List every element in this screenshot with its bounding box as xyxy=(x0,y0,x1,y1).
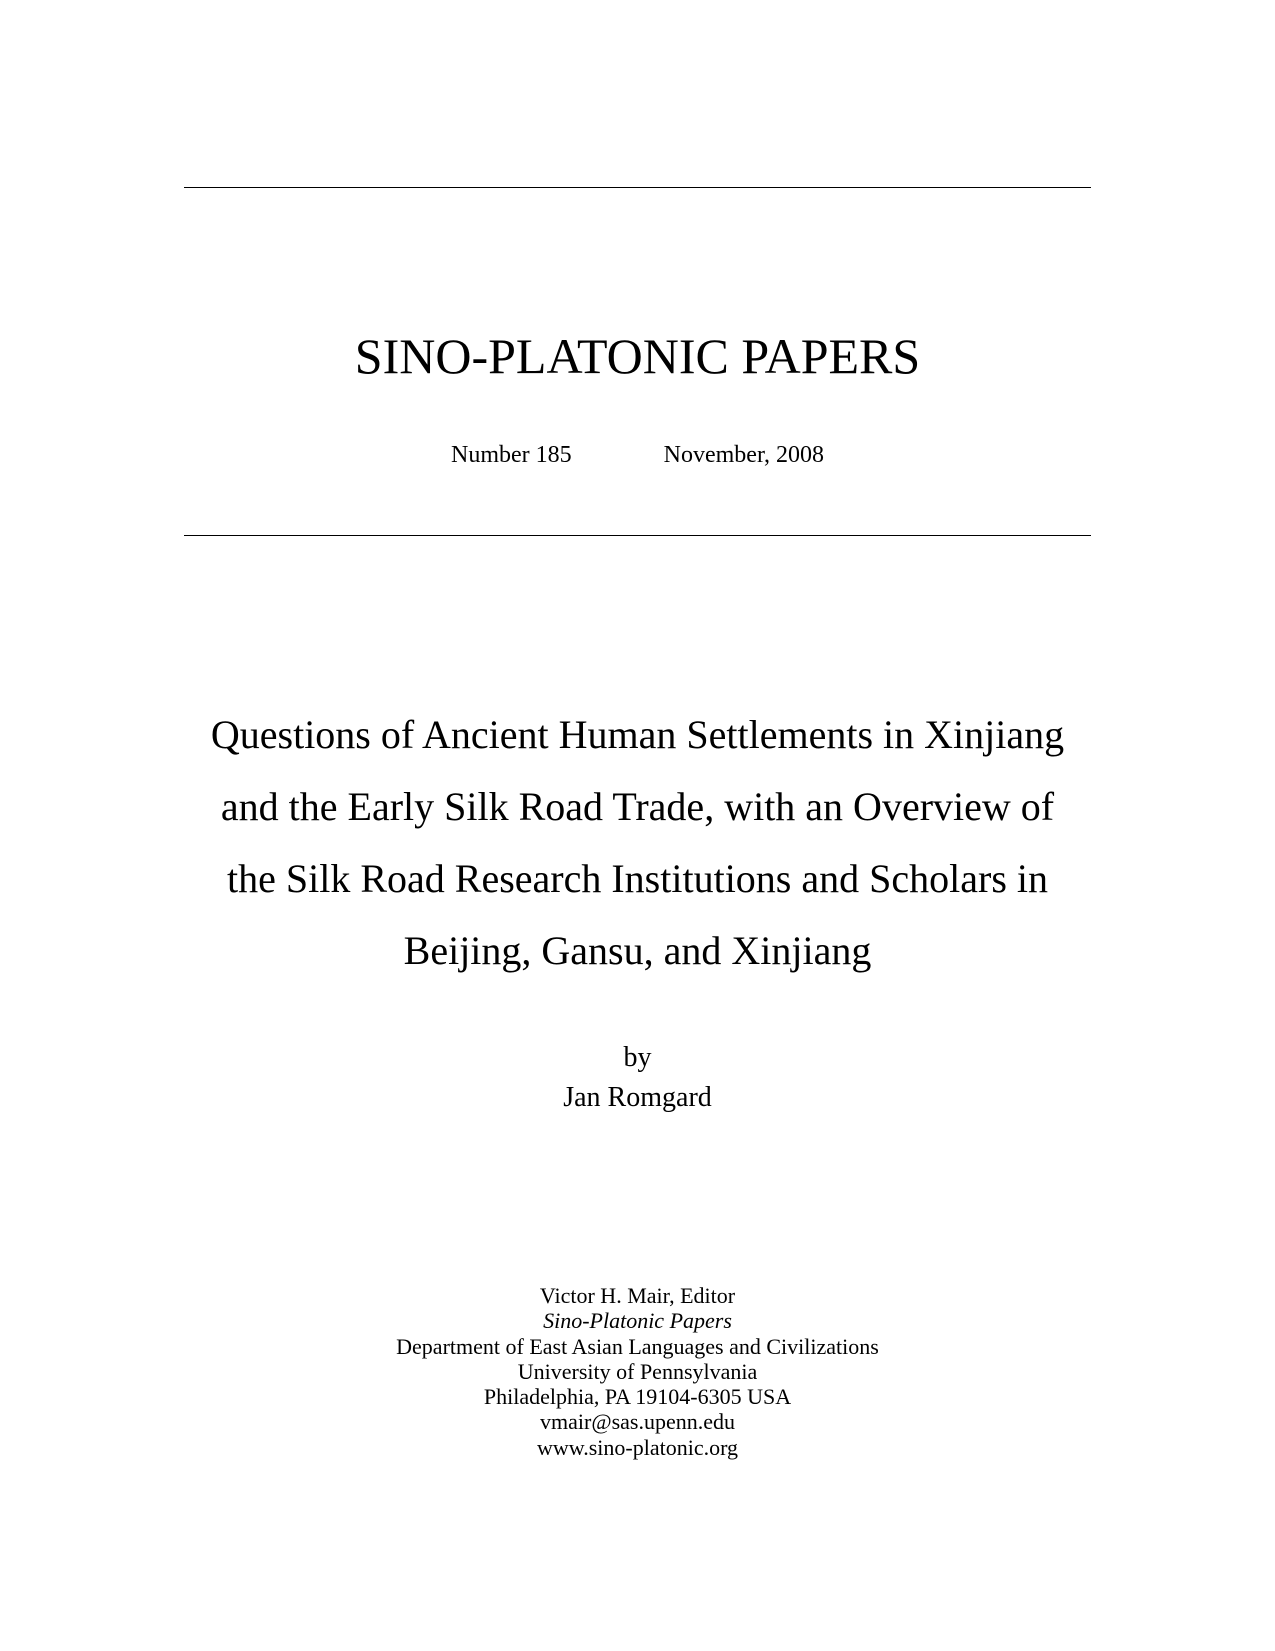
editor-email: vmair@sas.upenn.edu xyxy=(540,1409,735,1435)
author-name: Jan Romgard xyxy=(563,1082,712,1113)
issue-date: November, 2008 xyxy=(663,442,824,468)
editor-address-block xyxy=(0,1283,1275,1460)
paper-title-line: Questions of Ancient Human Settlements in Xinjiang xyxy=(210,712,1065,757)
editor-name: Victor H. Mair, Editor xyxy=(539,1283,736,1308)
paper-title xyxy=(160,699,1115,987)
paper-title-line: the Silk Road Research Institutions and Scholars in xyxy=(227,856,1048,901)
by-label: by xyxy=(623,1042,652,1073)
postal-address: Philadelphia, PA 19104-6305 USA xyxy=(483,1384,792,1410)
publication-name: Sino-Platonic Papers xyxy=(543,1308,732,1334)
website: www.sino-platonic.org xyxy=(536,1434,739,1460)
issue-info xyxy=(0,441,1275,469)
bottom-horizontal-rule xyxy=(184,535,1091,536)
byline xyxy=(0,1038,1275,1118)
paper-title-line: and the Early Silk Road Trade, with an Overview of xyxy=(220,784,1055,829)
paper-title-line: Beijing, Gansu, and Xinjiang xyxy=(403,928,872,973)
series-title: SINO-PLATONIC PAPERS xyxy=(354,328,921,384)
department: Department of East Asian Languages and Civilizations xyxy=(396,1333,879,1359)
top-horizontal-rule xyxy=(184,187,1091,188)
issue-number: Number 185 xyxy=(451,442,572,468)
university: University of Pennsylvania xyxy=(517,1358,758,1384)
